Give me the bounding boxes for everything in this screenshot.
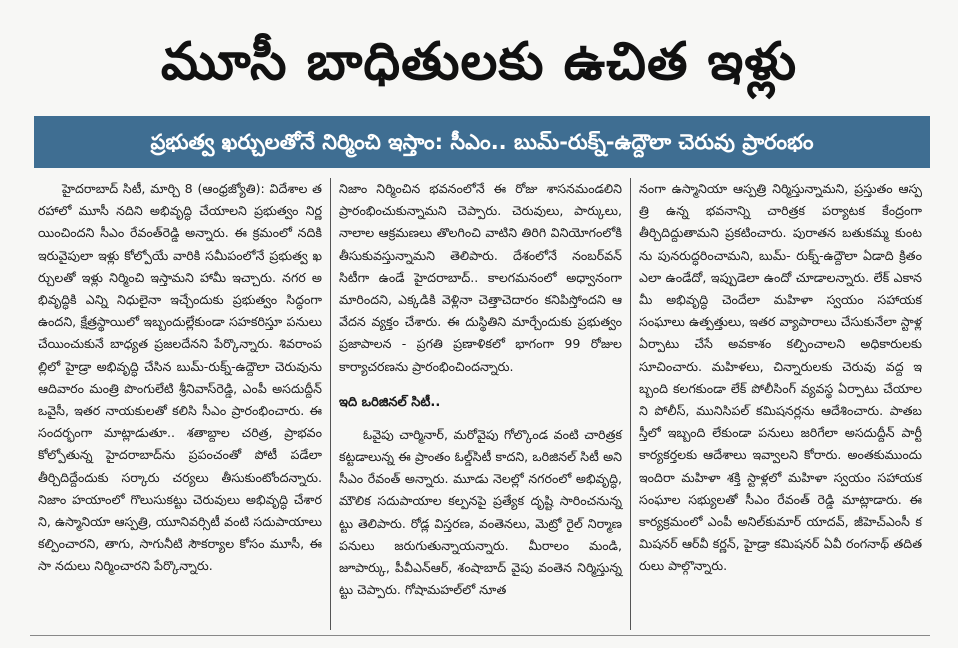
- bottom-divider: [30, 635, 930, 636]
- article-paragraph: నిజాం నిర్మించిన భవనంలోనే ఈ రోజు శాసనమండలిని ప్రారంభించుకున్నామని చెప్పారు. చెరువులు, పార్కులు, నాలాల ఆక్రమణలు తొలగించి వాటిని తిరిగి వినియోగంలోకి తీసుకువస్తున్నామని తెలిపారు. దేశంలోనే నంబర్‌వన్ సిటీగా ఉండే హైదరాబాద్.. కాలగమనంలో అధ్వానంగా మారిందని, ఎక్కడికి వెళ్లినా చెత్తాచెదారం కనిపిస్తోందని ఆవేదన వ్యక్తం చేశారు. ఈ దుస్థితిని మార్చేందుకు ప్రభుత్వం ప్రజాపాలన - ప్రగతి ప్రణాళికలో భాగంగా 99 రోజుల కార్యాచరణను ప్రారంభించిందన్నారు.: [339, 181, 622, 374]
- article-column-2: [330, 178, 630, 630]
- headline: మూసీ బాధితులకు ఉచిత ఇళ్లు: [160, 32, 798, 92]
- article-paragraph: నంగా ఉస్మానియా ఆస్పత్రి నిర్మిస్తున్నామని, ప్రస్తుతం ఆస్పత్రి ఉన్న భవనాన్ని చారిత్రక పర్యాటక కేంద్రంగా తీర్చిదిద్దుతామని ప్రకటించారు. పురాతన బతుకమ్మ కుంటను పునరుద్ధరించామని, బుమ్- రుక్న్-ఉద్దౌలా ఏడాది క్రితం ఎలా ఉండేదో, ఇప్పుడెలా ఉందో చూడాలన్నారు. లేక్ ఎకానమీ అభివృద్ధి చెందేలా మహిళా స్వయం సహాయక సంఘాలు ఉత్పత్తులు, ఇతర వ్యాపారాలు చేసుకునేలా స్టాళ్ల ఏర్పాటు చేసే అవకాశం కల్పించాలని అధికారులకు సూచించారు. మహిళలు, చిన్నారులకు చెరువు వద్ద ఇబ్బంది కలగకుండా లేక్ పోలీసింగ్ వ్యవస్థ ఏర్పాటు చేయాలని పోలీస్, మునిసిపల్ కమిషనర్లను ఆదేశించారు. పాతబస్తీలో ఇబ్బంది లేకుండా పనులు జరిగేలా అసదుద్దీన్ పార్టీ కార్యకర్తలకు ఆదేశాలు ఇవ్వాలని కోరారు. అంతకుముందు ఇందిరా మహిళా శక్తి స్టాళ్లలో మహిళా స్వయం సహాయక సంఘాల సభ్యులతో సీఎం రేవంత్ రెడ్డి మాట్లాడారు. ఈ కార్యక్రమంలో ఎంపీ అనిల్‌కుమార్ యాదవ్, జీహెచ్‌ఎంసీ కమిషనర్ ఆర్‌వీ కర్ణన్, హైడ్రా కమిషనర్ ఏవీ రంగనాథ్ తదితరులు పాల్గొన్నారు.: [639, 181, 922, 574]
- article-columns: [30, 178, 930, 630]
- article-column-3: [630, 178, 930, 630]
- article-paragraph: ఓవైపు చార్మినార్, మరోవైపు గోల్కొండ వంటి చారిత్రక కట్టడాలున్న ఈ ప్రాంతం ఓల్డ్‌సిటీ కాదని, ఒరిజినల్ సిటీ అని సీఎం రేవంత్ అన్నారు. మూడు నెలల్లో నగరంలో అభివృద్ధి, మౌలిక సదుపాయాల కల్పనపై ప్రత్యేక దృష్టి సారించనున్నట్టు తెలిపారు. రోడ్ల విస్తరణ, వంతెనలు, మెట్రో రైల్ నిర్మాణ పనులు జరుగుతున్నాయన్నారు. మీరాలం మండి, జూపార్కు, పీవీఎన్‌ఆర్, శంషాబాద్ వైపు వంతెన నిర్మిస్తున్నట్టు చెప్పారు. గోషామహల్‌లో నూత: [339, 426, 622, 598]
- article-paragraph: హైదరాబాద్ సిటీ, మార్చి 8 (ఆంధ్రజ్యోతి): విదేశాల తరహాలో మూసీ నదిని అభివృద్ధి చేయాలని ప్రభుత్వం నిర్ణయించిందని సీఎం రేవంత్‌రెడ్డి అన్నారు. ఈ క్రమంలో నదికి ఇరువైపులా ఇళ్లు కోల్పోయే వారికి సమీపంలోనే ప్రభుత్వ ఖర్చులతో ఇళ్లు నిర్మించి ఇస్తామని హామీ ఇచ్చారు. నగర అభివృద్ధికి ఎన్ని నిధులైనా ఇచ్చేందుకు ప్రభుత్వం సిద్ధంగా ఉందని, క్షేత్రస్థాయిలో ఇబ్బందుల్లేకుండా సహకరిస్తూ పనులు చేయించుకునే బాధ్యత ప్రజలదేనని పేర్కొన్నారు. శివరాంపల్లిలో హైడ్రా అభివృద్ధి చేసిన బుమ్-రుక్న్-ఉద్దౌలా చెరువును ఆదివారం మంత్రి పొంగులేటి శ్రీనివాస్‌రెడ్డి, ఎంపీ అసదుద్దీన్ ఒవైసీ, ఇతర నాయకులతో కలిసి సీఎం ప్రారంభించారు. ఈ సందర్భంగా మాట్లాడుతూ.. శతాబ్దాల చరిత్ర, ప్రాభవం కోల్పోతున్న హైదరాబాద్‌ను ప్రపంచంతో పోటీ పడేలా తీర్చిదిద్దేందుకు సర్కారు చర్యలు తీసుకుంటోందన్నారు. నిజాం హయాంలో గొలుసుకట్టు చెరువులు అభివృద్ధి చేశారని, ఉస్మానియా ఆస్పత్రి, యూనివర్సిటీ వంటి సదుపాయాలు కల్పించారని, తాగు, సాగునీటి సౌకర్యాల కోసం మూసీ, ఈసా నదులు నిర్మించారని పేర్కొన్నారు.: [38, 181, 322, 574]
- article-column-1: [30, 178, 330, 630]
- subheadline-band: ప్రభుత్వ ఖర్చులతోనే నిర్మించి ఇస్తాం: సీఎం.. బుమ్-రుక్న్-ఉద్దౌలా చెరువు ప్రారంభం: [34, 116, 930, 168]
- section-heading: ఇది ఒరిజినల్ సిటీ..: [339, 394, 441, 410]
